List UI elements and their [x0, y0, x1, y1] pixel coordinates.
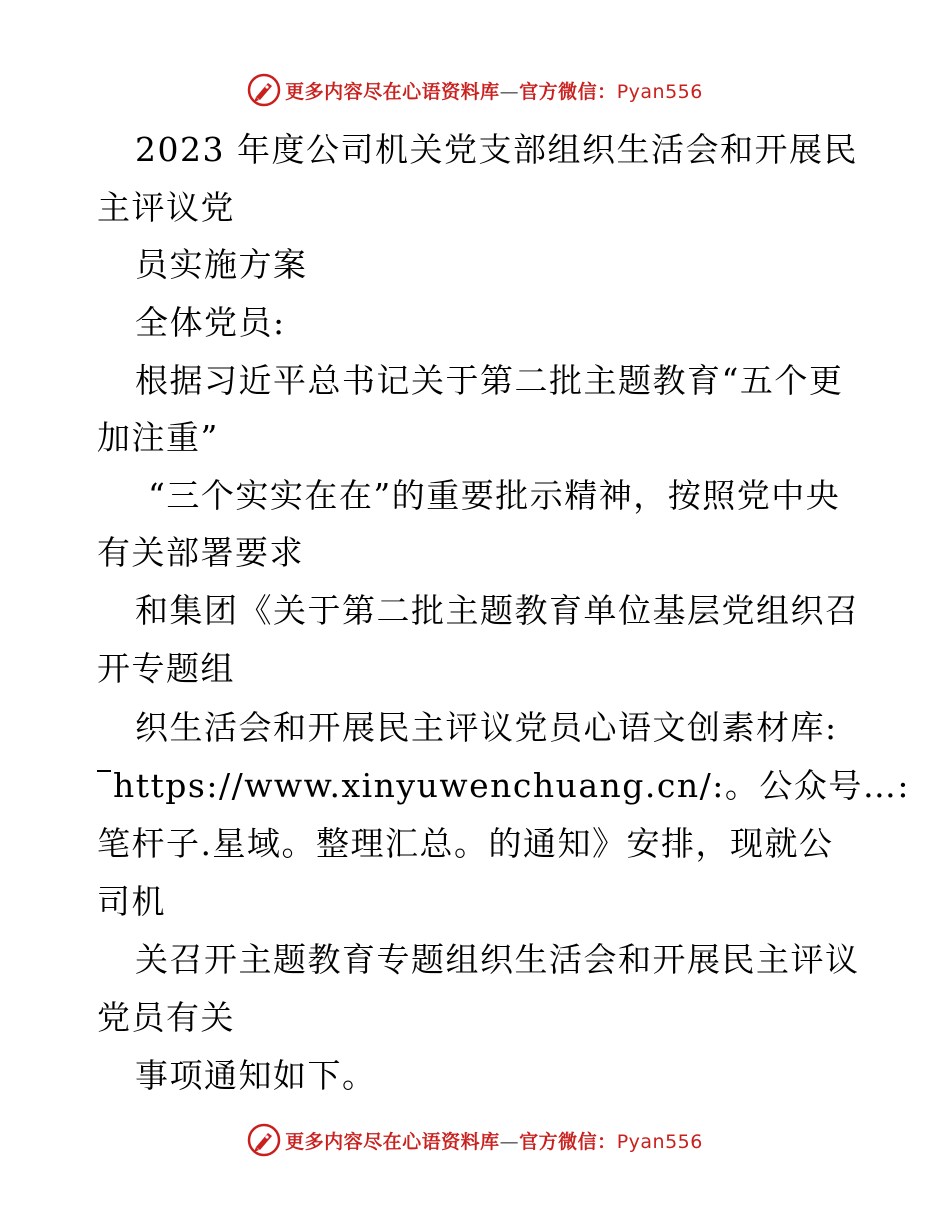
url-line: https://www.xinyuwenchuang.cn/:。公众号…: — [113, 766, 910, 805]
header-watermark-banner — [0, 70, 950, 110]
watermark-wechat-handle: Pyan556 — [616, 80, 703, 103]
title-line-2: 主评议党 — [97, 188, 235, 227]
body-line: “三个实实在在”的重要批示精神，按照党中央 — [148, 476, 841, 515]
body-line: 有关部署要求 — [97, 533, 304, 572]
body-line: 开专题组 — [97, 649, 235, 688]
watermark-main-text: 更多内容尽在心语资料库 — [285, 80, 500, 103]
salutation: 全体党员: — [135, 303, 286, 342]
watermark-wechat-handle: Pyan556 — [616, 1130, 703, 1153]
body-line: 加注重” — [97, 418, 219, 457]
title-line-3: 员实施方案 — [135, 245, 308, 284]
body-line: 司机 — [97, 882, 166, 921]
watermark-main-text: 更多内容尽在心语资料库 — [285, 1130, 500, 1153]
body-line: 和集团《关于第二批主题教育单位基层党组织召 — [135, 591, 860, 630]
footer-watermark-banner — [0, 1120, 950, 1160]
body-line: 笔杆子.星域。整理汇总。的通知》安排，现就公 — [97, 824, 834, 863]
watermark-text — [285, 77, 703, 104]
body-line: 根据习近平总书记关于第二批主题教育“五个更 — [135, 361, 844, 400]
watermark-separator: — — [499, 80, 520, 103]
title-line-1: 2023 年度公司机关党支部组织生活会和开展民 — [135, 130, 858, 169]
watermark-wechat-label: 官方微信： — [519, 1130, 617, 1153]
body-line: 事项通知如下。 — [135, 1056, 377, 1095]
pen-nib-logo-icon — [247, 1123, 281, 1157]
pen-nib-logo-icon — [247, 73, 281, 107]
body-line: 织生活会和开展民主评议党员心语文创素材库: — [135, 708, 838, 747]
watermark-wechat-label: 官方微信： — [519, 80, 617, 103]
text-cursor-mark — [97, 770, 111, 772]
watermark-text — [285, 1127, 703, 1154]
body-line: 关召开主题教育专题组织生活会和开展民主评议 — [135, 940, 860, 979]
body-line: 党员有关 — [97, 998, 235, 1037]
watermark-separator: — — [499, 1130, 520, 1153]
